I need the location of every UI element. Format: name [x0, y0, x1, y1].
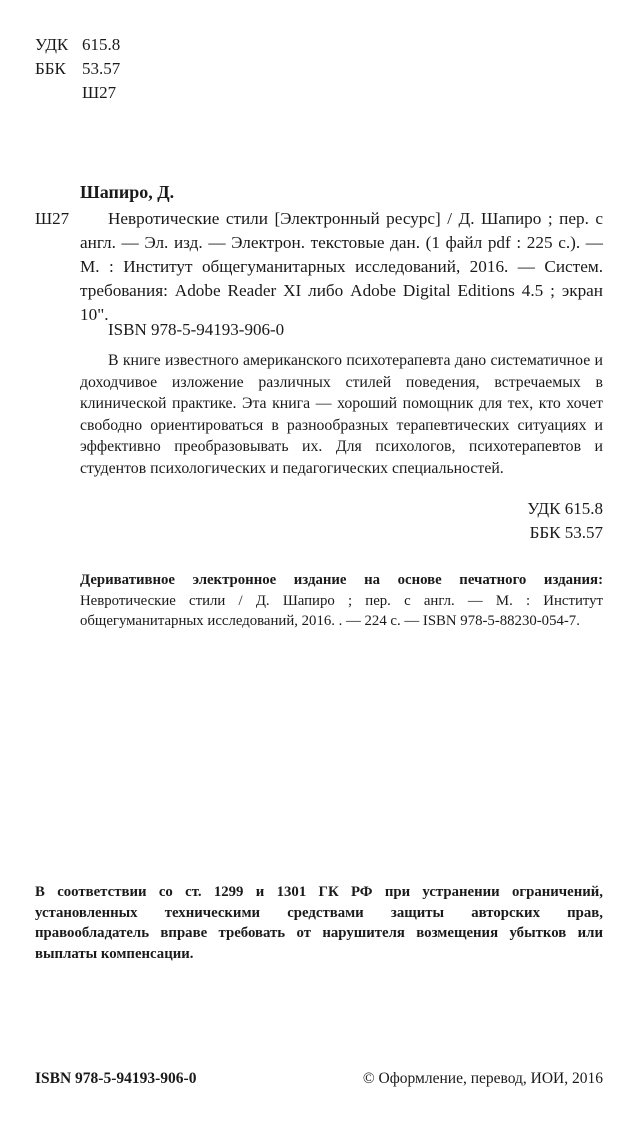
author-mark: Ш27: [35, 209, 70, 228]
bbk-value: 53.57: [82, 59, 121, 78]
bbk-row: [35, 57, 120, 81]
annotation: В книге известного американского психотерапевта дано систематичное и доходчивое изложение различных стилей поведения, встречаемых в клинической практике. Эта книга — хороший помощник для тех, кто хочет свободно ориентироваться в разнообразных терапевтических ситуациях и эффективно преобразовывать их. Для психологов, психотерапевтов и студентов психологических и педагогических специальностей.: [80, 352, 603, 477]
udc-full: УДК 615.8: [527, 499, 603, 518]
udc-value: 615.8: [82, 35, 121, 54]
udc-label: УДК: [35, 35, 69, 54]
udc-row: [35, 33, 120, 57]
bbk-label: ББК: [35, 59, 66, 78]
footer-isbn: ISBN 978-5-94193-906-0: [35, 1070, 197, 1087]
author-mark-top: Ш27: [82, 83, 117, 102]
derivative-lead: Деривативное электронное издание на основе печатного издания:: [80, 572, 603, 588]
classification-codes-right: [527, 497, 603, 545]
derivative-edition-note: [80, 570, 603, 632]
footer-copyright: © Оформление, перевод, ИОИ, 2016: [362, 1070, 603, 1087]
derivative-text: Невротические стили / Д. Шапиро ; пер. с англ. — М. : Институт общегуманитарных исследований, 2016. . — 224 с. — ISBN 978-5-88230-054-7.: [80, 592, 603, 629]
author-mark-row: [35, 81, 120, 105]
classification-codes: [35, 33, 120, 105]
bibliographic-description: Невротические стили [Электронный ресурс] / Д. Шапиро ; пер. с англ. — Эл. изд. — Электрон. текстовые дан. (1 файл pdf : 225 с.). — М. : Институт общегуманитарных исследований, 2016. — Систем. требования: Adobe Reader XI либо Adobe Digital Editions 4.5 ; экран 10".: [80, 209, 603, 324]
author-heading: Шапиро, Д.: [80, 182, 175, 202]
legal-notice: В соответствии со ст. 1299 и 1301 ГК РФ при устранении ограничений, установленных техническими средствами защиты авторских прав, правообладатель вправе требовать от нарушителя возмещения убытков или выплаты компенсации.: [35, 884, 603, 962]
bbk-full: ББК 53.57: [529, 523, 603, 542]
isbn: ISBN 978-5-94193-906-0: [108, 320, 285, 339]
